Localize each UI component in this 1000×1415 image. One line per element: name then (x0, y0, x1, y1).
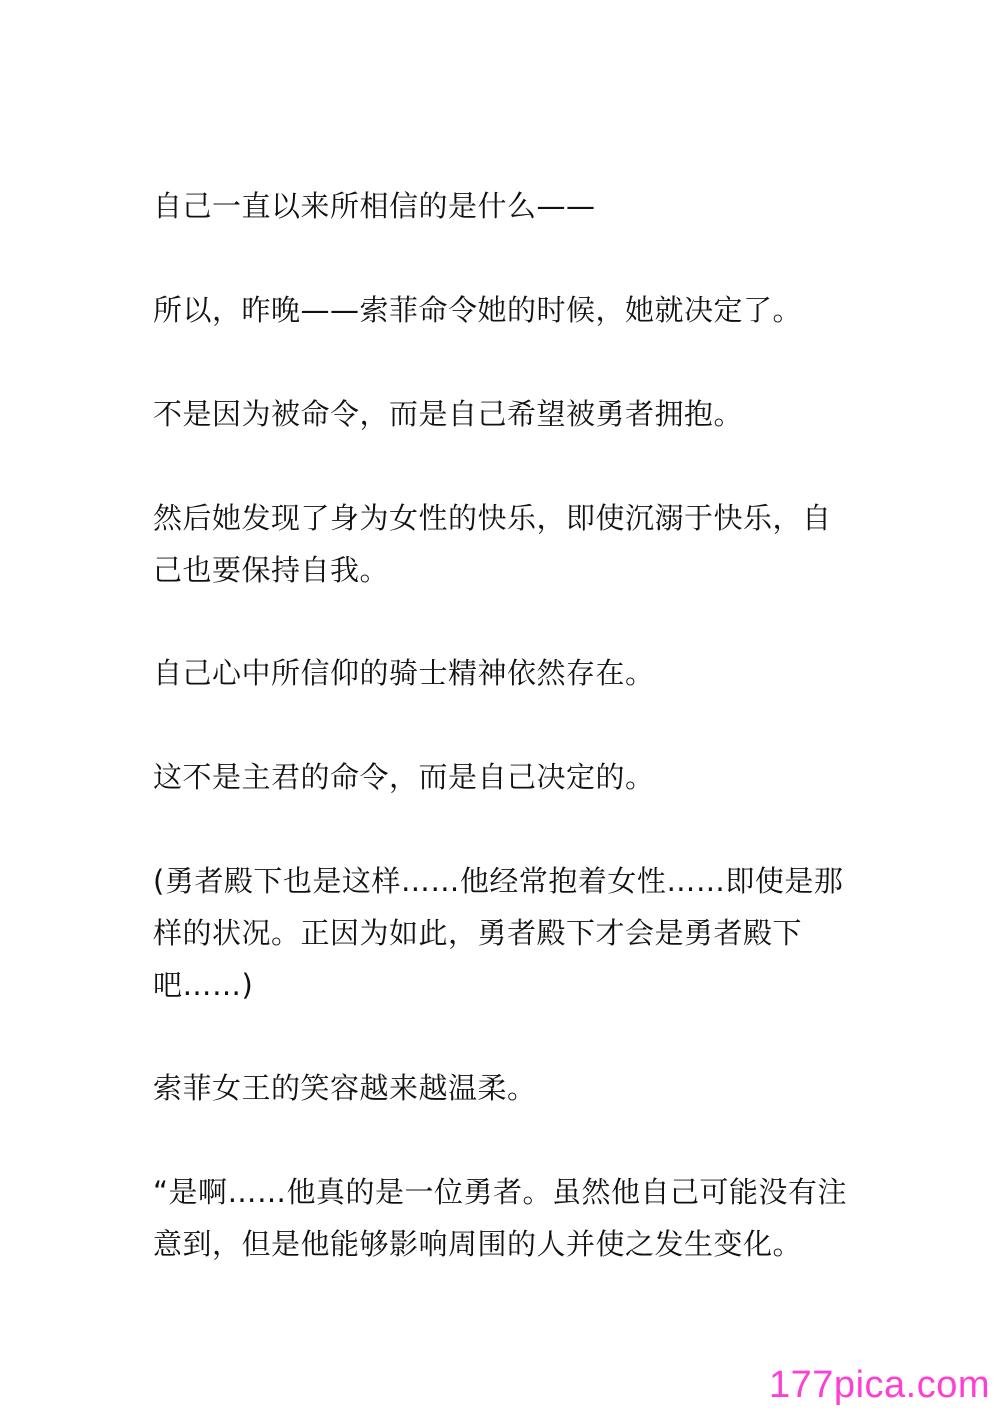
paragraph-1: 自己一直以来所相信的是什么—— (153, 189, 596, 223)
paragraph-8: 索菲女王的笑容越来越温柔。 (153, 1071, 537, 1105)
watermark-text: 177pica.com (769, 1364, 990, 1406)
paragraph-4: 然后她发现了身为女性的快乐，即使沉溺于快乐，自己也要保持自我。 (153, 501, 832, 587)
paragraph-3: 不是因为被命令，而是自己希望被勇者拥抱。 (153, 397, 744, 431)
paragraph-6: 这不是主君的命令，而是自己决定的。 (153, 760, 655, 794)
paragraph-7: (勇者殿下也是这样……他经常抱着女性……即使是那样的状况。正因为如此，勇者殿下才会是勇者殿下吧……) (153, 864, 844, 1002)
text-column (153, 180, 858, 1321)
paragraph-9: “是啊……他真的是一位勇者。虽然他自己可能没有注意到，但是他能够影响周围的人并使之发生变化。 (153, 1175, 848, 1261)
paragraph-2: 所以，昨晚——索菲命令她的时候，她就决定了。 (153, 293, 803, 327)
paragraph-5: 自己心中所信仰的骑士精神依然存在。 (153, 656, 655, 690)
